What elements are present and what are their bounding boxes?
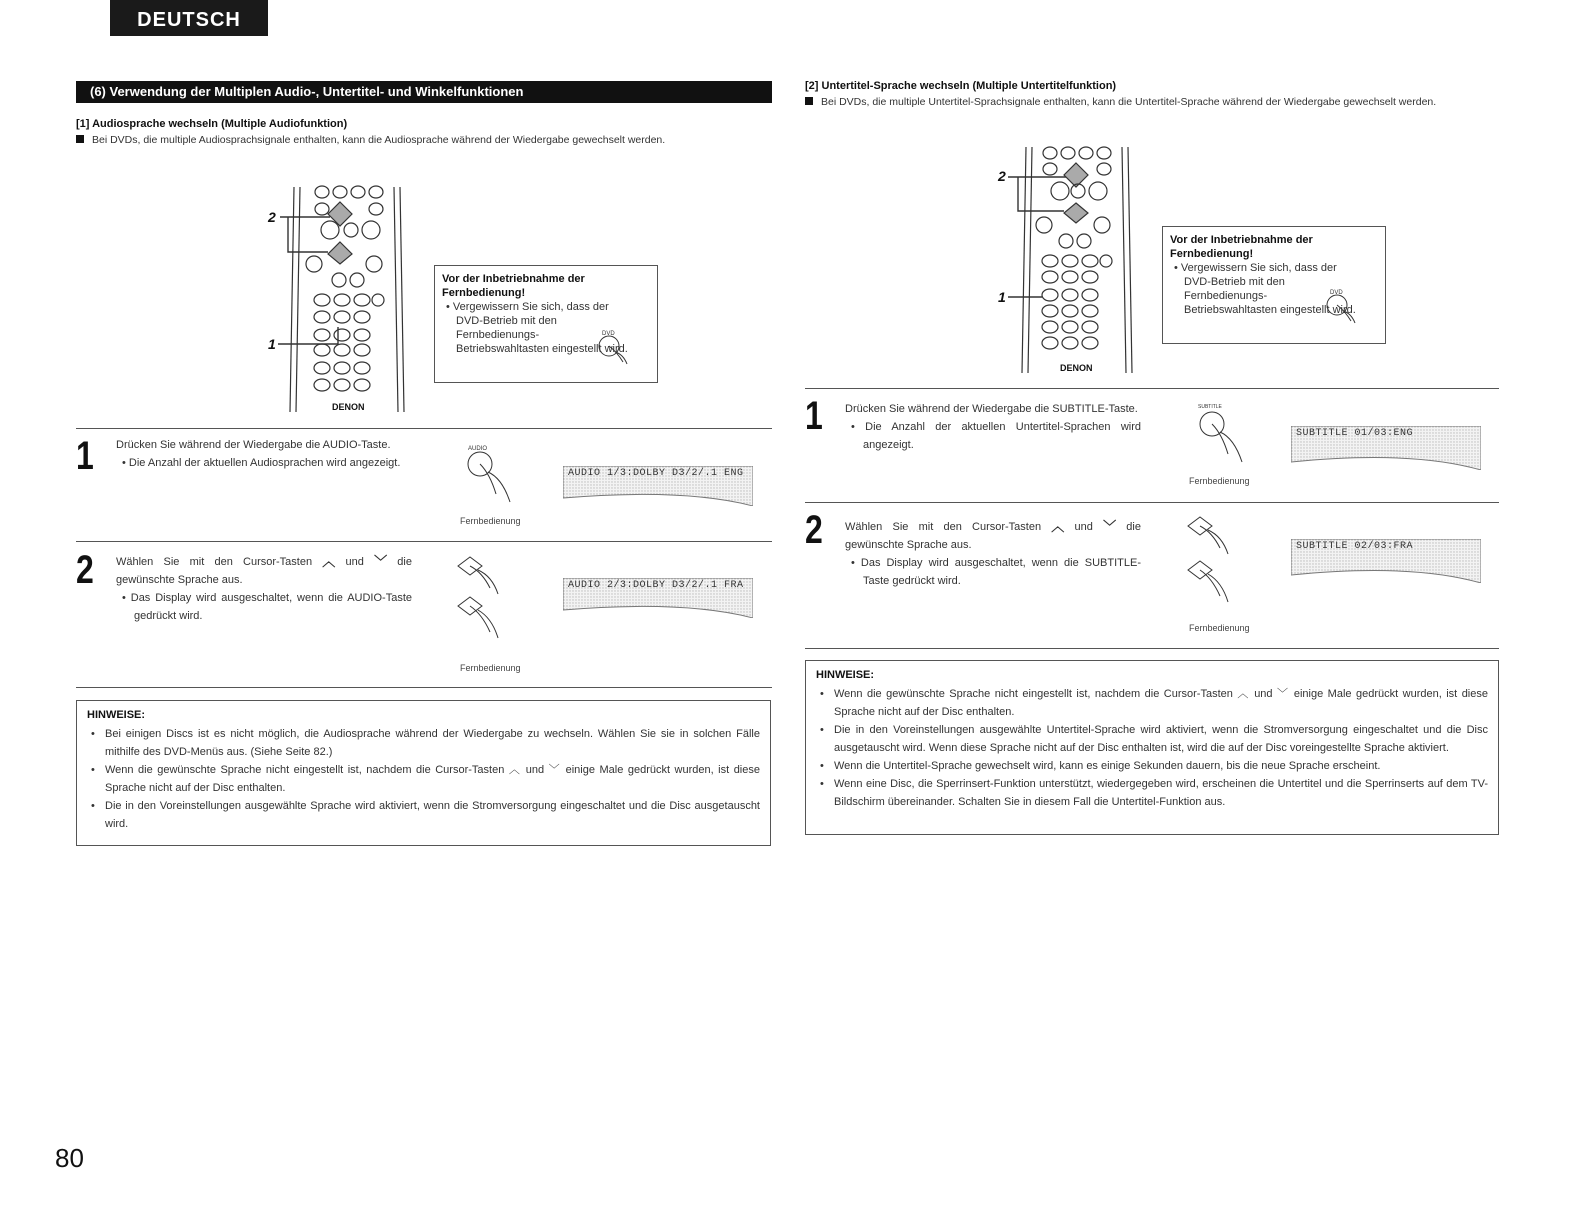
- step1-text: [116, 436, 412, 472]
- step1-text: [845, 400, 1141, 454]
- osd-display: [1291, 426, 1481, 470]
- page-number: 80: [55, 1143, 84, 1173]
- dvd-button-hand-icon: [595, 328, 639, 372]
- cursor-down-icon: ﹀: [374, 554, 388, 569]
- caption: Fernbedienung: [1189, 476, 1250, 486]
- remote-note-box: [1162, 226, 1386, 344]
- step2-text: [116, 553, 412, 625]
- callout-2: 2: [998, 168, 1006, 184]
- note-item: • Wenn die gewünschte Sprache nicht eingestellt ist, nachdem die Cursor-Tasten ︿ und ﹀ einige Male gedrückt wurden, ist diese Sprache nicht auf der Disc enthalten.: [87, 761, 760, 797]
- step1-sub: • Die Anzahl der aktuellen Untertitel-Sprachen wird angezeigt.: [851, 421, 1141, 451]
- note-text-body: Vergewissern Sie sich, dass der DVD-Betrieb mit den Fernbedienungs-Betriebswahltasten eingestellt wird.: [452, 301, 628, 355]
- note-text: • Vergewissern Sie sich, dass der DVD-Betrieb mit den Fernbedienungs-Betriebswahltasten eingestellt wird.: [1174, 262, 1356, 316]
- step2-text-a: Wählen Sie mit den Cursor-Tasten: [116, 556, 313, 568]
- remote-control-illustration: [262, 182, 412, 417]
- step2-text-b: und: [1074, 521, 1093, 533]
- divider: [805, 502, 1499, 503]
- divider: [76, 428, 772, 429]
- square-bullet-icon: [805, 97, 813, 105]
- remote-control-illustration: [994, 145, 1139, 375]
- note-item: • Wenn die gewünschte Sprache nicht eingestellt ist, nachdem die Cursor-Tasten ︿ und ﹀ einige Male gedrückt wurden, ist diese Sprache nicht auf der Disc enthalten.: [816, 685, 1488, 721]
- osd-text: AUDIO 2/3:DOLBY D3/2/.1 FRA: [568, 580, 744, 591]
- divider: [805, 388, 1499, 389]
- left-heading: [1] Audiosprache wechseln (Multiple Audiofunktion): [76, 118, 348, 130]
- remote-note-box: [434, 265, 658, 383]
- note-text-body: Vergewissern Sie sich, dass der DVD-Betrieb mit den Fernbedienungs-Betriebswahltasten eingestellt wird.: [1180, 262, 1356, 316]
- right-intro: [805, 94, 1505, 111]
- step-number: 2: [805, 508, 823, 552]
- step1-instruction: Drücken Sie während der Wiedergabe die SUBTITLE-Taste.: [845, 403, 1138, 415]
- square-bullet-icon: [76, 135, 84, 143]
- step1-sub: • Die Anzahl der aktuellen Audiosprachen wird angezeigt.: [122, 457, 401, 469]
- brand-logo: DENON: [1060, 363, 1093, 373]
- cursor-up-icon: ︿: [1051, 519, 1065, 534]
- cursor-buttons-hand-icon: [452, 554, 532, 654]
- audio-button-hand-icon: [460, 444, 530, 508]
- note-title-2: Fernbedienung!: [1170, 248, 1254, 260]
- step-number: 2: [76, 548, 94, 592]
- left-intro-text: Bei DVDs, die multiple Audiosprachsignale enthalten, kann die Audiosprache während der Wiedergabe gewechselt werden.: [92, 134, 666, 146]
- note-title: Vor der Inbetriebnahme der: [1170, 234, 1313, 246]
- section-title: (6) Verwendung der Multiplen Audio-, Untertitel- und Winkelfunktionen: [76, 81, 772, 103]
- notes-list: [87, 725, 760, 833]
- cursor-down-icon: ﹀: [1103, 519, 1117, 534]
- step-number: 1: [76, 434, 94, 478]
- cursor-up-icon: ︿: [322, 554, 336, 569]
- step2-text-a: Wählen Sie mit den Cursor-Tasten: [845, 521, 1042, 533]
- audio-label: AUDIO: [468, 446, 488, 452]
- note-item: • Bei einigen Discs ist es nicht möglich, die Audiosprache während der Wiedergabe zu wechseln. Wählen Sie sie in solchen Fälle mithilfe des DVD-Menüs aus. (Siehe Seite 82.): [87, 725, 760, 761]
- dvd-button-hand-icon: [1323, 287, 1367, 331]
- step2-sub: • Das Display wird ausgeschaltet, wenn die AUDIO-Taste gedrückt wird.: [122, 592, 412, 622]
- dvd-label: DVD: [602, 331, 615, 337]
- notes-list: [816, 685, 1488, 811]
- osd-display: [563, 466, 753, 506]
- osd-text: AUDIO 1/3:DOLBY D3/2/.1 ENG: [568, 468, 744, 479]
- step-number: 1: [805, 394, 823, 438]
- callout-1: 1: [998, 289, 1006, 305]
- osd-display: [1291, 539, 1481, 583]
- callout-2: 2: [268, 209, 276, 225]
- notes-title: HINWEISE:: [87, 709, 146, 721]
- note-item: • Wenn die Untertitel-Sprache gewechselt wird, kann es einige Sekunden dauern, bis die neue Sprache erscheint.: [816, 757, 1488, 775]
- language-tab: DEUTSCH: [110, 0, 268, 36]
- cursor-buttons-hand-icon: [1182, 514, 1262, 614]
- note-item: • Wenn eine Disc, die Sperrinsert-Funktion unterstützt, wiedergegeben wird, erscheinen die Untertitel und die Sperrinserts auf dem TV-Bildschirm übereinander. Schalten Sie in diesem Fall die Untertitel-Funktion aus.: [816, 775, 1488, 811]
- note-title: Vor der Inbetriebnahme der: [442, 273, 585, 285]
- step2-text: [845, 518, 1141, 590]
- osd-display: [563, 578, 753, 618]
- callout-1: 1: [268, 336, 276, 352]
- right-intro-text: Bei DVDs, die multiple Untertitel-Sprachsignale enthalten, kann die Untertitel-Sprache während der Wiedergabe gewechselt werden.: [821, 96, 1437, 108]
- subtitle-label: SUBTITLE: [1198, 404, 1222, 410]
- right-heading: [2] Untertitel-Sprache wechseln (Multiple Untertitelfunktion): [805, 80, 1117, 92]
- caption: Fernbedienung: [1189, 623, 1250, 633]
- notes-title: HINWEISE:: [816, 669, 875, 681]
- caption: Fernbedienung: [460, 663, 521, 673]
- note-item: • Die in den Voreinstellungen ausgewählte Sprache wird aktiviert, wenn die Stromversorgung eingeschaltet und die Disc ausgetauscht wird.: [87, 797, 760, 833]
- divider: [76, 687, 772, 688]
- subtitle-button-hand-icon: [1192, 402, 1262, 466]
- left-intro: [76, 132, 776, 149]
- note-text: • Vergewissern Sie sich, dass der DVD-Betrieb mit den Fernbedienungs-Betriebswahltasten eingestellt wird.: [446, 301, 628, 355]
- step2-text-c: die gewünschte Sprache aus.: [845, 521, 1141, 551]
- osd-text: SUBTITLE 01/03:ENG: [1296, 428, 1414, 439]
- step1-instruction: Drücken Sie während der Wiedergabe die AUDIO-Taste.: [116, 439, 391, 451]
- step2-text-b: und: [345, 556, 364, 568]
- divider: [805, 648, 1499, 649]
- osd-text: SUBTITLE 02/03:FRA: [1296, 541, 1414, 552]
- brand-logo: DENON: [332, 402, 365, 412]
- caption: Fernbedienung: [460, 516, 521, 526]
- notes-box: [805, 660, 1499, 835]
- notes-box: [76, 700, 771, 846]
- dvd-label: DVD: [1330, 290, 1343, 296]
- note-item: • Die in den Voreinstellungen ausgewählte Untertitel-Sprache wird aktiviert, wenn die Stromversorgung eingeschaltet und die Disc ausgetauscht wird. Wenn diese Sprache nicht auf der Disc enthalten ist, wird die auf der Disc voreingestellte Sprache aktiviert.: [816, 721, 1488, 757]
- divider: [76, 541, 772, 542]
- step2-sub: • Das Display wird ausgeschaltet, wenn die SUBTITLE-Taste gedrückt wird.: [851, 557, 1141, 587]
- note-title-2: Fernbedienung!: [442, 287, 526, 299]
- step2-text-c: die gewünschte Sprache aus.: [116, 556, 412, 586]
